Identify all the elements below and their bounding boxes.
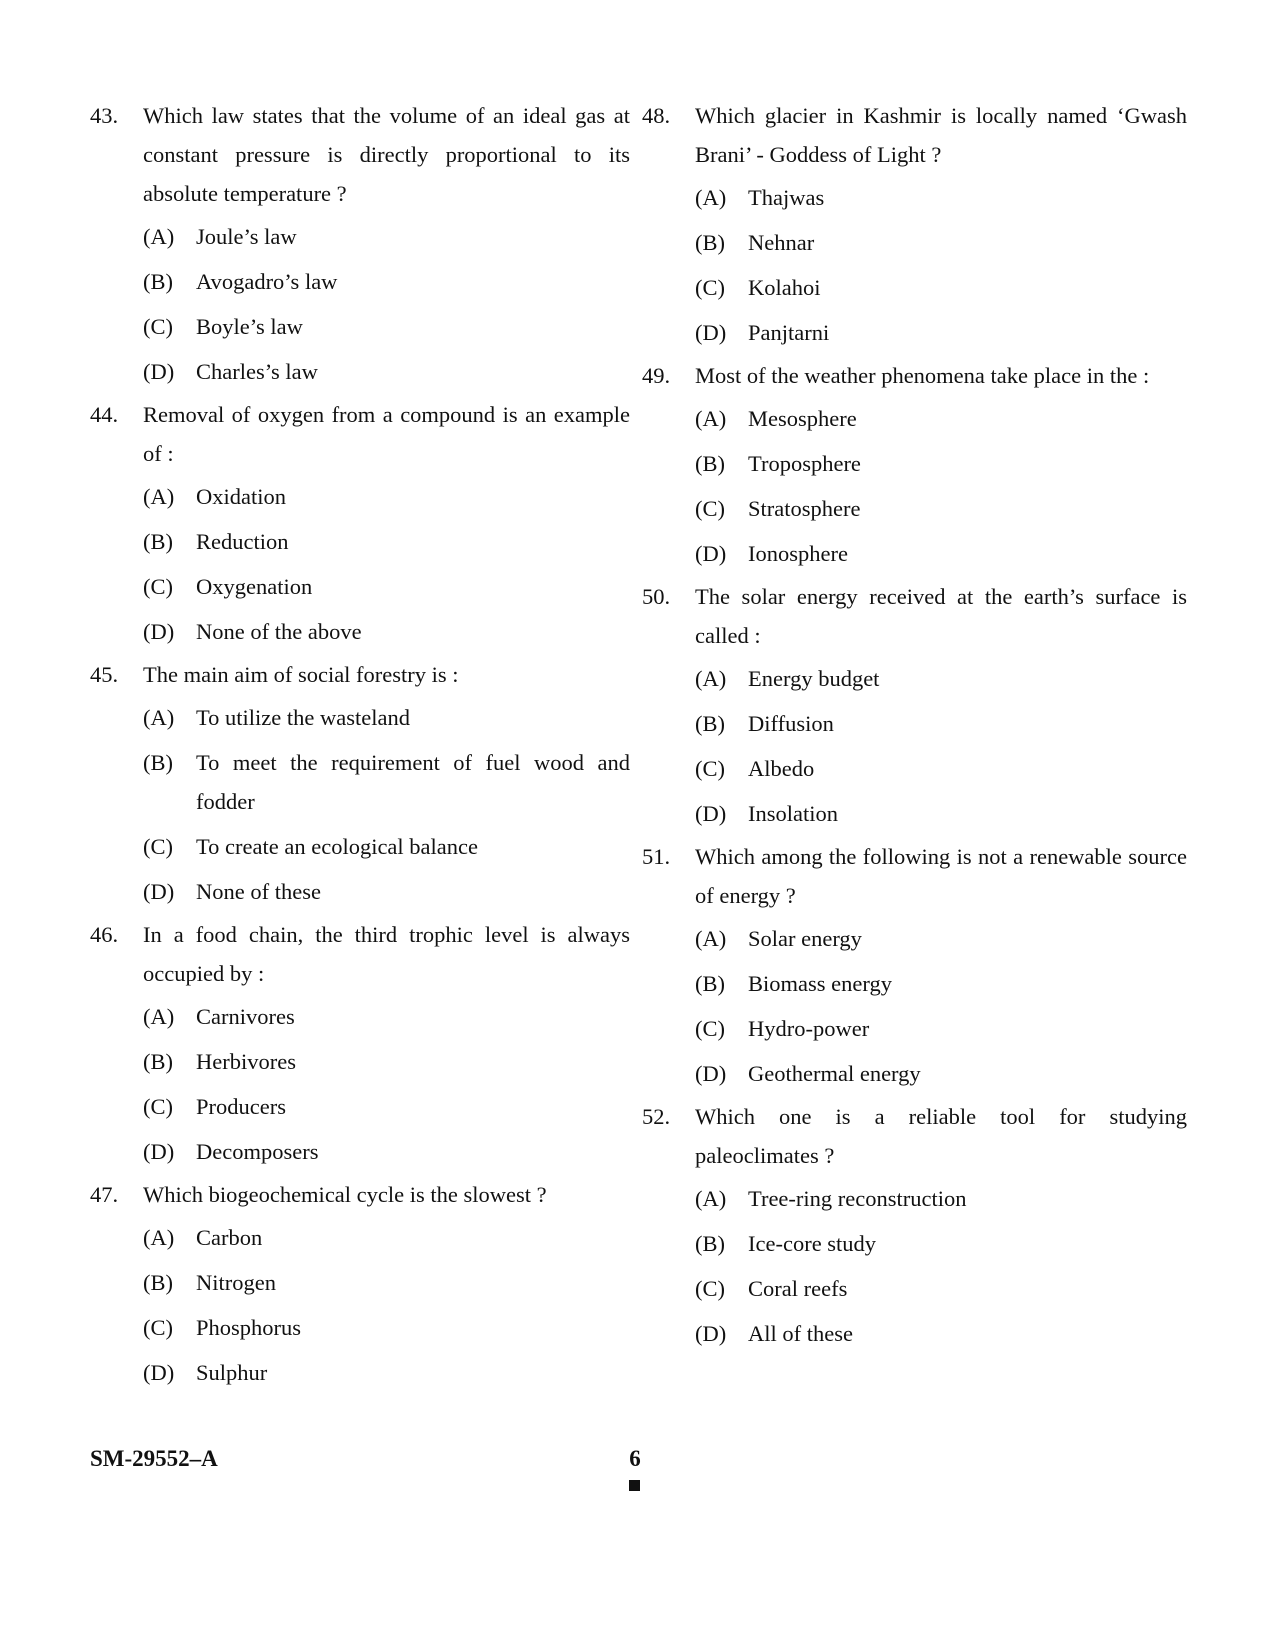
option-text: Phosphorus (196, 1315, 302, 1340)
option-label: (B) (695, 971, 725, 996)
question (642, 96, 1187, 352)
option-label: (B) (143, 750, 173, 775)
answer-option (143, 827, 630, 866)
question-text: Which law states that the volume of an ideal gas at constant pressure is directly proportional to its absolute temperature ? (143, 103, 630, 206)
question (90, 395, 630, 651)
answer-option (695, 1224, 1187, 1263)
option-label: (A) (695, 1186, 727, 1211)
question-number: 51. (642, 844, 671, 869)
option-label: (A) (143, 224, 175, 249)
option-text: Biomass energy (748, 971, 892, 996)
option-text: Panjtarni (748, 320, 830, 345)
question (642, 577, 1187, 833)
question-row (90, 1175, 630, 1214)
question-number: 50. (642, 584, 671, 609)
option-label: (C) (695, 1276, 725, 1301)
question (642, 837, 1187, 1093)
right-column (642, 96, 1187, 1353)
option-label: (C) (695, 756, 725, 781)
answer-option (695, 444, 1187, 483)
option-text: Ionosphere (748, 541, 848, 566)
answer-option (143, 262, 630, 301)
answer-option (695, 704, 1187, 743)
option-text: Ice-core study (748, 1231, 877, 1256)
option-text: Producers (196, 1094, 286, 1119)
option-text: None of the above (196, 619, 362, 644)
question-number: 46. (90, 922, 119, 947)
question-number: 43. (90, 103, 119, 128)
answer-option (695, 399, 1187, 438)
option-text: Kolahoi (748, 275, 821, 300)
option-label: (A) (143, 705, 175, 730)
option-text: Nitrogen (196, 1270, 276, 1295)
question-text: In a food chain, the third trophic level is always occupied by : (143, 922, 630, 986)
option-label: (D) (695, 1321, 727, 1346)
option-text: To meet the requirement of fuel wood and fodder (196, 750, 630, 814)
option-text: Nehnar (748, 230, 815, 255)
question-row (642, 577, 1187, 655)
answer-option (143, 1263, 630, 1302)
footer-code: SM-29552–A (90, 1446, 218, 1471)
option-text: Diffusion (748, 711, 834, 736)
option-label: (D) (695, 320, 727, 345)
option-text: Decomposers (196, 1139, 319, 1164)
answer-option (143, 1087, 630, 1126)
answer-option (143, 872, 630, 911)
question-text: Removal of oxygen from a compound is an example of : (143, 402, 630, 466)
page-number: 6 (629, 1446, 641, 1471)
answer-option (143, 1132, 630, 1171)
answer-option (143, 307, 630, 346)
answer-option (143, 567, 630, 606)
left-column (90, 96, 630, 1392)
question-text: Which glacier in Kashmir is locally named ‘Gwash Brani’ - Goddess of Light ? (695, 103, 1187, 167)
question-number: 47. (90, 1182, 119, 1207)
question-text: Which among the following is not a renewable source of energy ? (695, 844, 1187, 908)
option-label: (A) (695, 666, 727, 691)
option-text: Geothermal energy (748, 1061, 921, 1086)
question-number: 45. (90, 662, 119, 687)
question-text: The main aim of social forestry is : (143, 662, 459, 687)
option-label: (D) (143, 619, 175, 644)
option-label: (B) (143, 529, 173, 554)
question (90, 915, 630, 1171)
option-text: Reduction (196, 529, 289, 554)
option-label: (C) (695, 1016, 725, 1041)
answer-option (143, 1308, 630, 1347)
answer-option (695, 1009, 1187, 1048)
question-row (90, 915, 630, 993)
option-label: (C) (143, 1315, 173, 1340)
answer-option (143, 1218, 630, 1257)
option-label: (B) (695, 1231, 725, 1256)
question (642, 1097, 1187, 1353)
option-text: Oxidation (196, 484, 286, 509)
answer-option (695, 534, 1187, 573)
answer-option (695, 313, 1187, 352)
question-number: 52. (642, 1104, 671, 1129)
answer-option (143, 352, 630, 391)
option-text: To create an ecological balance (196, 834, 478, 859)
question-row (90, 655, 630, 694)
question-number: 44. (90, 402, 119, 427)
option-text: Sulphur (196, 1360, 268, 1385)
answer-option (695, 489, 1187, 528)
option-label: (D) (695, 541, 727, 566)
answer-option (143, 612, 630, 651)
option-label: (B) (695, 451, 725, 476)
option-label: (D) (695, 1061, 727, 1086)
answer-option (143, 522, 630, 561)
answer-option (143, 997, 630, 1036)
option-text: Charles’s law (196, 359, 318, 384)
question (90, 1175, 630, 1392)
option-label: (A) (143, 484, 175, 509)
option-label: (D) (695, 801, 727, 826)
answer-option (695, 919, 1187, 958)
option-label: (A) (695, 185, 727, 210)
option-label: (D) (143, 359, 175, 384)
option-label: (D) (143, 879, 175, 904)
option-label: (A) (695, 926, 727, 951)
question-row (642, 1097, 1187, 1175)
answer-option (695, 178, 1187, 217)
option-text: Thajwas (748, 185, 825, 210)
option-label: (B) (695, 230, 725, 255)
answer-option (695, 794, 1187, 833)
question (90, 96, 630, 391)
option-text: Joule’s law (196, 224, 297, 249)
option-text: Tree-ring reconstruction (748, 1186, 967, 1211)
option-label: (C) (143, 834, 173, 859)
answer-option (695, 1269, 1187, 1308)
option-label: (C) (143, 314, 173, 339)
question-text: The solar energy received at the earth’s surface is called : (695, 584, 1187, 648)
option-text: Hydro-power (748, 1016, 870, 1041)
option-label: (D) (143, 1360, 175, 1385)
answer-option (695, 1179, 1187, 1218)
answer-option (143, 743, 630, 821)
question-number: 49. (642, 363, 671, 388)
question-row (90, 96, 630, 213)
answer-option (695, 1314, 1187, 1353)
answer-option (143, 477, 630, 516)
option-text: Herbivores (196, 1049, 296, 1074)
option-text: Insolation (748, 801, 838, 826)
option-label: (C) (695, 496, 725, 521)
option-label: (B) (695, 711, 725, 736)
option-label: (B) (143, 269, 173, 294)
question (642, 356, 1187, 573)
option-text: Avogadro’s law (196, 269, 338, 294)
option-text: Carbon (196, 1225, 263, 1250)
option-text: Solar energy (748, 926, 862, 951)
option-text: To utilize the wasteland (196, 705, 410, 730)
answer-option (695, 749, 1187, 788)
question-row (642, 837, 1187, 915)
answer-option (143, 1353, 630, 1392)
option-text: Albedo (748, 756, 815, 781)
option-text: Carnivores (196, 1004, 295, 1029)
answer-option (695, 1054, 1187, 1093)
option-text: Oxygenation (196, 574, 313, 599)
option-text: Stratosphere (748, 496, 861, 521)
answer-option (695, 964, 1187, 1003)
question-row (642, 96, 1187, 174)
option-text: Mesosphere (748, 406, 857, 431)
question-text: Most of the weather phenomena take place in the : (695, 363, 1150, 388)
footer-square-mark (629, 1480, 640, 1491)
question-text: Which one is a reliable tool for studying paleoclimates ? (695, 1104, 1187, 1168)
option-text: None of these (196, 879, 321, 904)
answer-option (695, 223, 1187, 262)
option-label: (A) (143, 1004, 175, 1029)
option-label: (B) (143, 1049, 173, 1074)
answer-option (143, 1042, 630, 1081)
answer-option (695, 659, 1187, 698)
question-number: 48. (642, 103, 671, 128)
answer-option (143, 217, 630, 256)
question (90, 655, 630, 911)
option-label: (C) (143, 1094, 173, 1119)
answer-option (695, 268, 1187, 307)
option-label: (C) (143, 574, 173, 599)
option-text: Boyle’s law (196, 314, 303, 339)
option-text: Troposphere (748, 451, 861, 476)
option-text: Energy budget (748, 666, 880, 691)
question-text: Which biogeochemical cycle is the slowest ? (143, 1182, 547, 1207)
option-label: (C) (695, 275, 725, 300)
option-label: (D) (143, 1139, 175, 1164)
option-label: (A) (143, 1225, 175, 1250)
option-text: Coral reefs (748, 1276, 848, 1301)
question-row (90, 395, 630, 473)
option-label: (B) (143, 1270, 173, 1295)
option-label: (A) (695, 406, 727, 431)
answer-option (143, 698, 630, 737)
option-text: All of these (748, 1321, 853, 1346)
question-row (642, 356, 1187, 395)
